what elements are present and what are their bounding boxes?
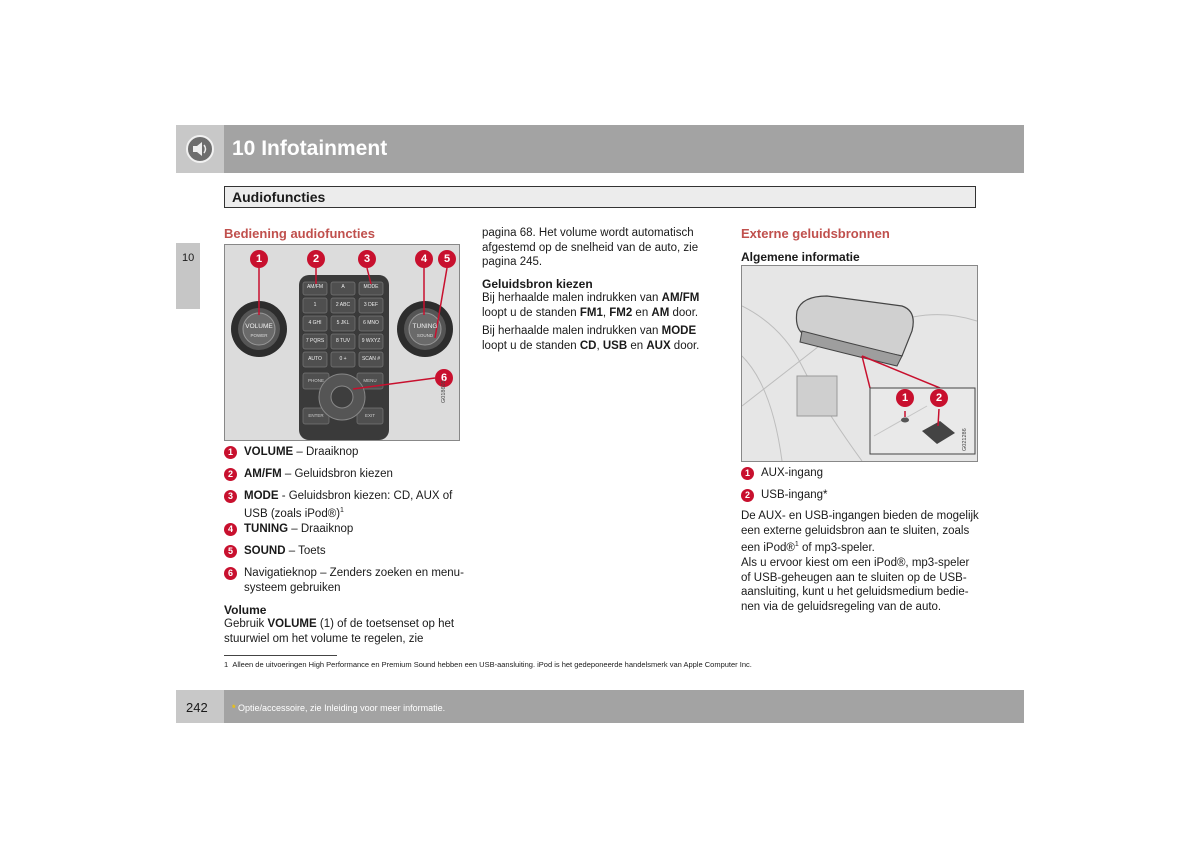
right-subheading: Algemene informatie xyxy=(741,250,860,264)
number-badge: 1 xyxy=(741,467,754,480)
number-badge: 2 xyxy=(224,468,237,481)
tuning-knob-label: TUNING xyxy=(412,323,438,330)
key-6: 6 MNO xyxy=(363,320,379,326)
number-badge: 3 xyxy=(224,490,237,503)
console-illustration xyxy=(742,266,977,461)
callout-5: 5 xyxy=(438,250,456,268)
key-phone: PHONE xyxy=(307,378,324,383)
volume-paragraph: Gebruik VOLUME (1) of de toetsenset op het stuurwiel om het volume te regelen, zie xyxy=(224,618,455,645)
speaker-icon xyxy=(186,135,214,163)
callout-2: 2 xyxy=(930,389,948,407)
callout-3: 3 xyxy=(358,250,376,268)
key-enter: ENTER xyxy=(308,413,324,418)
callout-4: 4 xyxy=(415,250,433,268)
key-exit: EXIT xyxy=(364,413,375,418)
footer-note: * Optie/accessoire, zie Inleiding voor meer informatie. xyxy=(232,703,446,713)
figure-code: G021286 xyxy=(962,428,968,451)
power-label: POWER xyxy=(250,333,268,338)
left-heading: Bediening audiofuncties xyxy=(224,226,375,241)
key-mode: MODE xyxy=(363,284,379,290)
key-5: 5 JKL xyxy=(336,320,350,326)
key-auto: AUTO xyxy=(308,356,322,362)
source-paragraph-1: Bij herhaalde malen indrukken van AM/FM loopt u de standen FM1, FM2 en AM door. xyxy=(482,292,700,319)
control-panel-figure xyxy=(224,244,460,441)
number-badge: 2 xyxy=(741,489,754,502)
number-badge: 1 xyxy=(224,446,237,459)
external-paragraph-1: De AUX- en USB-ingangen bieden de mogelijk een externe geluidsbron aan te sluiten, zoals een iPod®$^1$ of mp3-speler. xyxy=(741,510,979,554)
key-2: 2 ABC xyxy=(335,302,351,308)
key-7: 7 PQRS xyxy=(305,338,325,344)
sound-label: SOUND xyxy=(416,333,434,338)
source-heading: Geluidsbron kiezen xyxy=(482,277,593,291)
section-title: Audiofuncties xyxy=(232,189,326,205)
key-8: 8 TUV xyxy=(335,338,351,344)
key-4: 4 GHI xyxy=(308,320,322,326)
section-title-box xyxy=(224,186,976,208)
right-heading: Externe geluidsbronnen xyxy=(741,226,890,241)
number-badge: 6 xyxy=(224,567,237,580)
page-number: 242 xyxy=(186,700,208,715)
key-am-fm: AM/FM xyxy=(306,284,324,290)
key-1: 1 xyxy=(313,302,317,308)
list-item: 6 Navigatieknop – Zenders zoeken en menu- systeem gebruiken xyxy=(224,566,460,596)
source-paragraph-2: Bij herhaalde malen indrukken van MODE loopt u de standen CD, USB en AUX door. xyxy=(482,325,700,352)
volume-knob-label: VOLUME xyxy=(245,323,273,330)
list-item: 3 MODE - Geluidsbron kiezen: CD, AUX of USB (zoals iPod®)$^1$ xyxy=(224,489,460,519)
console-figure xyxy=(741,265,978,462)
volume-paragraph-continued: pagina 68. Het volume wordt automatisch afgestemd op de snelheid van de auto, zie pagina 245. xyxy=(482,227,699,268)
figure-code: G018605 xyxy=(441,380,447,403)
chapter-side-tab-label: 10 xyxy=(182,252,195,264)
key-a: A xyxy=(341,284,345,290)
footnote-rule xyxy=(224,655,337,656)
key-scan: SCAN # xyxy=(361,356,381,362)
footnote: 1 Alleen de uitvoeringen High Performance en Premium Sound hebben een USB-aansluiting. iPod is het gedeponeerde handelsmerk van Apple Computer Inc. xyxy=(224,660,752,669)
key-menu: MENU xyxy=(363,378,377,383)
number-badge: 4 xyxy=(224,523,237,536)
callout-2: 2 xyxy=(307,250,325,268)
volume-heading: Volume xyxy=(224,603,267,617)
chapter-title: 10 Infotainment xyxy=(232,137,388,160)
key-3: 3 DEF xyxy=(363,302,379,308)
callout-6: 6 xyxy=(435,369,453,387)
number-badge: 5 xyxy=(224,545,237,558)
key-9: 9 WXYZ xyxy=(361,338,381,344)
external-paragraph-2: Als u ervoor kiest om een iPod®, mp3-speler of USB-geheugen aan te sluiten op de USB- aansluiting, kunt u het geluidsmedium bedie- nen via de geluidsregeling van de auto. xyxy=(741,557,970,613)
callout-1: 1 xyxy=(896,389,914,407)
key-0: 0 + xyxy=(339,356,347,362)
callout-1: 1 xyxy=(250,250,268,268)
